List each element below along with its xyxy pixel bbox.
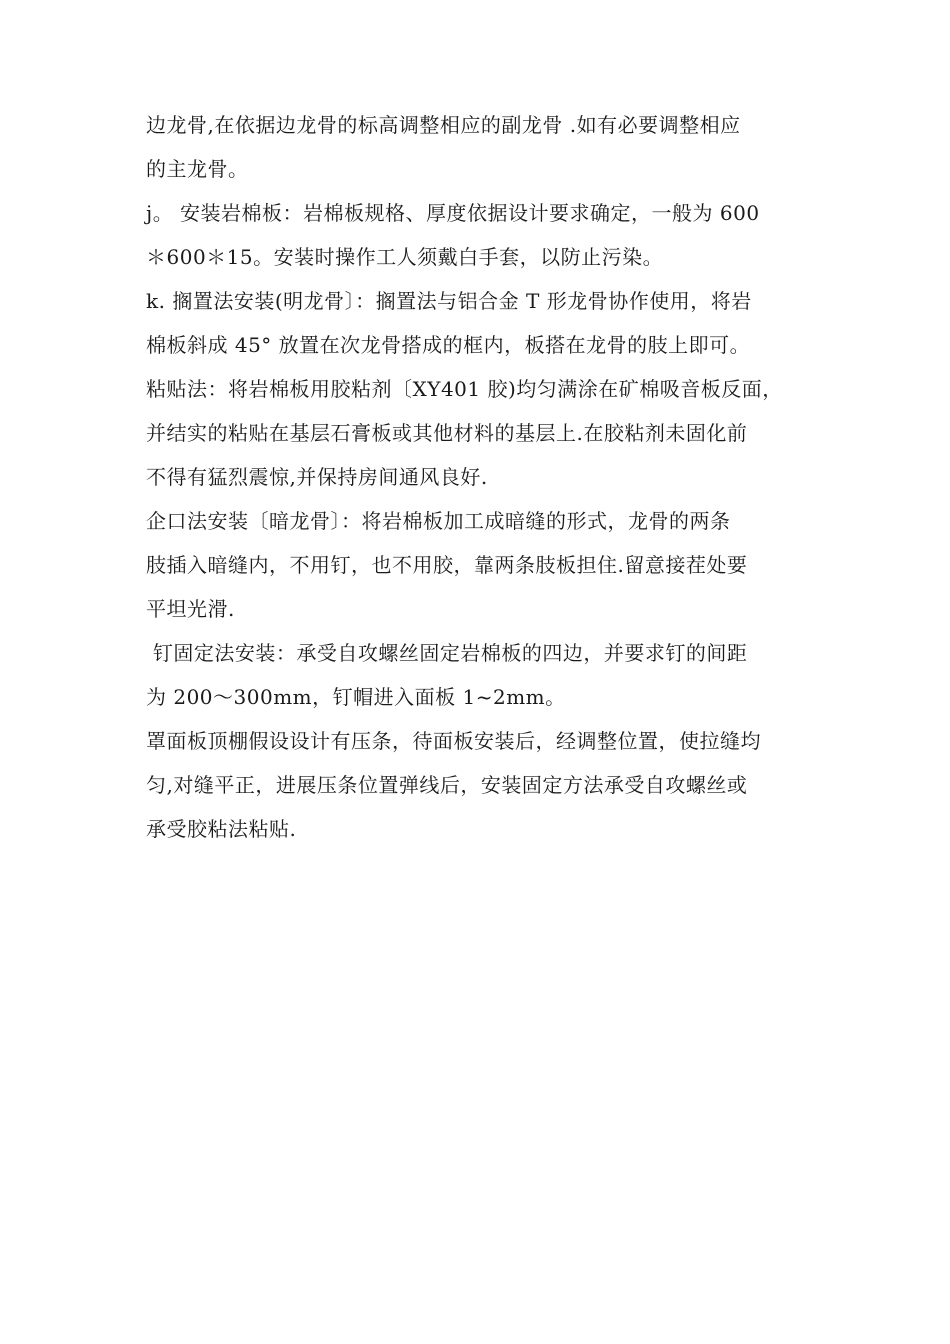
- body-text: [146, 103, 826, 851]
- text-line: 匀,对缝平正，进展压条位置弹线后，安装固定方法承受自攻螺丝或: [146, 773, 748, 797]
- text-line: 为 200～300mm，钉帽进入面板 1~2mm。: [146, 685, 566, 709]
- text-line: 企口法安装〔暗龙骨〕：将岩棉板加工成暗缝的形式，龙骨的两条: [146, 509, 731, 533]
- text-line: k. 搁置法安装(明龙骨〕：搁置法与铝合金 T 形龙骨协作使用，将岩: [146, 289, 752, 313]
- text-line: 的主龙骨。: [146, 157, 249, 181]
- text-line: 棉板斜成 45° 放置在次龙骨搭成的框内，板搭在龙骨的肢上即可。: [146, 333, 751, 357]
- text-line: j。 安装岩棉板：岩棉板规格、厚度依据设计要求确定，一般为 600: [146, 201, 760, 225]
- text-line: 钉固定法安装：承受自攻螺丝固定岩棉板的四边，并要求钉的间距: [146, 641, 748, 665]
- text-line: 并结实的粘贴在基层石膏板或其他材料的基层上.在胶粘剂未固化前: [146, 421, 748, 445]
- text-line: 不得有猛烈震惊,并保持房间通风良好.: [146, 465, 488, 489]
- text-line: ＊600＊15。安装时操作工人须戴白手套，以防止污染。: [146, 245, 664, 269]
- text-line: 粘贴法：将岩棉板用胶粘剂〔XY401 胶)均匀满涂在矿棉吸音板反面，: [146, 377, 783, 401]
- text-line: 承受胶粘法粘贴.: [146, 817, 297, 841]
- text-line: 边龙骨,在依据边龙骨的标高调整相应的副龙骨 .如有必要调整相应: [146, 113, 741, 137]
- text-line: 罩面板顶棚假设设计有压条，待面板安装后，经调整位置，使拉缝均: [146, 729, 761, 753]
- text-line: 平坦光滑.: [146, 597, 235, 621]
- text-line: 肢插入暗缝内，不用钉，也不用胶，靠两条肢板担住.留意接茬处要: [146, 553, 748, 577]
